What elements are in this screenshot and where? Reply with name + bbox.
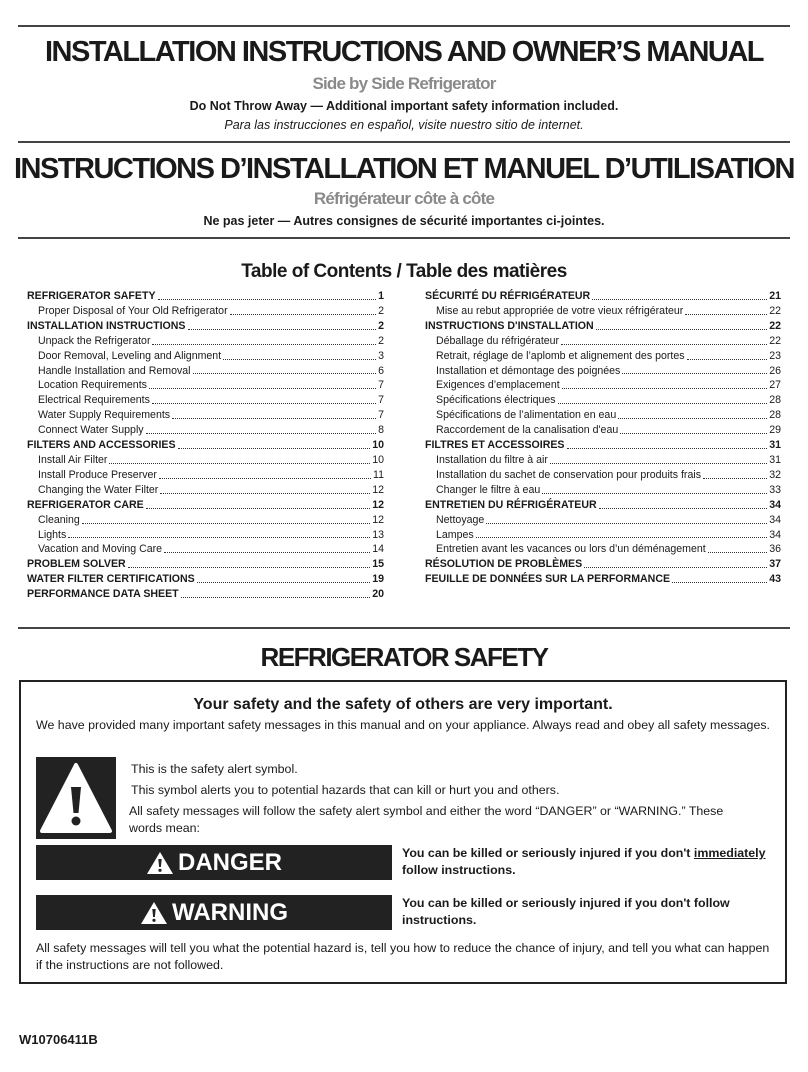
top-rule xyxy=(18,25,790,27)
danger-bar xyxy=(36,845,392,880)
toc-entry-label: Retrait, réglage de l’aplomb et alignement des portes xyxy=(436,349,685,362)
toc-entry-label: Installation du sachet de conservation pour produits frais xyxy=(436,468,701,481)
toc-entry[interactable] xyxy=(425,557,781,572)
title-en: INSTALLATION INSTRUCTIONS AND OWNER’S MANUAL xyxy=(44,36,764,68)
toc-entry[interactable] xyxy=(27,378,384,393)
toc-entry[interactable] xyxy=(425,468,781,483)
toc-entry-label: Exigences d’emplacement xyxy=(436,379,560,392)
toc-entry-label: INSTRUCTIONS D'INSTALLATION xyxy=(425,319,594,332)
note-fr: Ne pas jeter — Autres consignes de sécurité importantes ci-jointes. xyxy=(203,214,605,228)
toc-entry-label: Unpack the Refrigerator xyxy=(38,334,151,347)
toc-entry-page: 28 xyxy=(769,409,781,422)
toc-leader-dots xyxy=(152,334,376,345)
document-number: W10706411B xyxy=(19,1032,98,1047)
toc-entry[interactable] xyxy=(425,423,781,438)
toc-entry-page: 22 xyxy=(769,319,781,332)
toc-entry-page: 7 xyxy=(378,379,384,392)
toc-leader-dots xyxy=(672,572,767,583)
toc-entry[interactable] xyxy=(425,528,781,543)
toc-entry-page: 2 xyxy=(378,334,384,347)
toc-leader-dots xyxy=(476,528,768,539)
toc-leader-dots xyxy=(622,364,767,375)
safety-alert-symbol-panel xyxy=(36,757,116,839)
toc-leader-dots xyxy=(687,349,768,360)
toc-leader-dots xyxy=(159,468,371,479)
toc-leader-dots xyxy=(82,513,370,524)
toc-entry-label: Location Requirements xyxy=(38,379,147,392)
toc-entry-label: FILTERS AND ACCESSORIES xyxy=(27,439,176,452)
toc-entry-label: Electrical Requirements xyxy=(38,394,150,407)
safety-title: REFRIGERATOR SAFETY xyxy=(260,642,548,672)
warning-text: You can be killed or seriously injured if you don't follow instructions. xyxy=(402,896,730,927)
toc-entry[interactable] xyxy=(425,393,781,408)
toc-leader-dots xyxy=(68,528,370,539)
toc-entry-page: 1 xyxy=(378,290,384,302)
toc-leader-dots xyxy=(599,498,768,509)
toc-leader-dots xyxy=(542,483,767,494)
toc-entry-page: 2 xyxy=(378,304,384,317)
toc-entry-page: 7 xyxy=(378,409,384,422)
toc-entry[interactable] xyxy=(27,468,384,483)
toc-entry[interactable] xyxy=(425,378,781,393)
toc-entry[interactable] xyxy=(27,528,384,543)
toc-entry-label: FILTRES ET ACCESSOIRES xyxy=(425,439,565,452)
toc-entry-label: REFRIGERATOR CARE xyxy=(27,498,144,511)
toc-entry-label: FEUILLE DE DONNÉES SUR LA PERFORMANCE xyxy=(425,573,671,586)
title-fr: INSTRUCTIONS D’INSTALLATION ET MANUEL D’UTILISATION xyxy=(13,153,795,185)
toc-entry-page: 6 xyxy=(378,364,384,377)
toc-entry-page: 10 xyxy=(372,439,384,452)
toc-entry-page: 43 xyxy=(769,573,781,586)
toc-entry-label: Installation et démontage des poignées xyxy=(436,364,621,377)
toc-leader-dots xyxy=(181,587,371,598)
toc-entry-label: Vacation and Moving Care xyxy=(38,543,163,556)
toc-entry[interactable] xyxy=(425,334,781,349)
toc-entry[interactable] xyxy=(425,289,781,304)
toc-entry[interactable] xyxy=(425,542,781,557)
toc-entry-label: PROBLEM SOLVER xyxy=(27,558,126,571)
toc-leader-dots xyxy=(152,393,376,404)
danger-text-emphasis: immediately xyxy=(693,846,766,860)
safety-box xyxy=(19,680,787,984)
alert-line-2: This symbol alerts you to potential hazards that can kill or hurt you and others. xyxy=(131,783,560,797)
toc-leader-dots xyxy=(178,438,371,449)
toc-entry-label: Cleaning xyxy=(38,513,80,526)
toc-entry-page: 8 xyxy=(378,424,384,437)
toc-entry-page: 22 xyxy=(769,334,781,347)
toc-entry[interactable] xyxy=(27,393,384,408)
toc-entry-page: 7 xyxy=(378,394,384,407)
toc-leader-dots xyxy=(146,498,370,509)
toc-entry-page: 22 xyxy=(769,304,781,317)
toc-leader-dots xyxy=(561,334,767,345)
toc-entry-page: 13 xyxy=(372,528,384,541)
toc-entry[interactable] xyxy=(425,408,781,423)
toc-entry-page: 37 xyxy=(769,558,781,571)
toc-entry-page: 33 xyxy=(769,483,781,496)
toc-leader-dots xyxy=(109,453,370,464)
toc-entry-label: Spécifications électriques xyxy=(436,394,556,407)
warning-bar xyxy=(36,895,392,930)
mid-rule xyxy=(18,141,790,143)
toc-leader-dots xyxy=(197,572,370,583)
toc-entry-page: 12 xyxy=(372,513,384,526)
toc-entry[interactable] xyxy=(425,319,781,334)
safety-intro: We have provided many important safety messages in this manual and on your appliance. Always read and obey all safety messages. xyxy=(36,718,770,732)
toc-entry-label: Lampes xyxy=(436,528,474,541)
toc-entry-page: 28 xyxy=(769,394,781,407)
toc-leader-dots xyxy=(567,438,768,449)
toc-entry[interactable] xyxy=(27,423,384,438)
toc-entry[interactable] xyxy=(425,349,781,364)
toc-entry-page: 19 xyxy=(372,573,384,586)
toc-entry-label: Spécifications de l’alimentation en eau xyxy=(436,409,617,422)
toc-leader-dots xyxy=(618,408,767,419)
warning-triangle-icon xyxy=(36,757,116,839)
toc-leader-dots xyxy=(128,557,371,568)
toc-entry-label: Install Air Filter xyxy=(38,453,108,466)
toc-entry[interactable] xyxy=(27,364,384,379)
alert-line-3: All safety messages will follow the safety alert symbol and either the word “DANGER” or “WARNING.” These words mean: xyxy=(129,804,724,835)
toc-leader-dots xyxy=(550,453,767,464)
warning-alert-icon xyxy=(140,901,168,925)
toc-entry-page: 20 xyxy=(372,588,384,601)
toc-entry-page: 29 xyxy=(769,424,781,437)
toc-leader-dots xyxy=(230,304,376,315)
toc-entry-label: PERFORMANCE DATA SHEET xyxy=(27,588,179,601)
toc-entry-label: Entretien avant les vacances ou lors d’un déménagement xyxy=(436,543,706,556)
toc-leader-dots xyxy=(708,542,767,553)
toc-leader-dots xyxy=(596,319,768,330)
note-en: Do Not Throw Away — Additional important safety information included. xyxy=(189,99,619,113)
toc-entry[interactable] xyxy=(425,304,781,319)
toc-entry-page: 14 xyxy=(372,543,384,556)
toc-entry[interactable] xyxy=(425,498,781,513)
toc-leader-dots xyxy=(592,289,767,300)
toc-entry-page: 3 xyxy=(378,349,384,362)
toc-entry-page: 36 xyxy=(769,543,781,556)
toc-leader-dots xyxy=(620,423,767,434)
toc-leader-dots xyxy=(223,349,376,360)
toc-left-column xyxy=(27,289,384,602)
toc-leader-dots xyxy=(146,423,376,434)
danger-text xyxy=(402,845,782,879)
toc-right-column xyxy=(425,289,781,587)
toc-leader-dots xyxy=(172,408,376,419)
toc-entry-page: 31 xyxy=(769,453,781,466)
warning-label: WARNING xyxy=(172,898,288,926)
toc-entry-label: REFRIGERATOR SAFETY xyxy=(27,290,156,302)
toc-entry[interactable] xyxy=(27,334,384,349)
toc-entry-page: 12 xyxy=(372,483,384,496)
toc-entry-page: 34 xyxy=(769,498,781,511)
toc-entry-label: Install Produce Preserver xyxy=(38,468,157,481)
toc-entry[interactable] xyxy=(425,453,781,468)
toc-entry[interactable] xyxy=(27,513,384,528)
toc-entry-page: 15 xyxy=(372,558,384,571)
toc-entry[interactable] xyxy=(425,364,781,379)
toc-entry-label: Raccordement de la canalisation d'eau xyxy=(436,424,619,437)
toc-leader-dots xyxy=(558,393,768,404)
toc-leader-dots xyxy=(188,319,377,330)
danger-text-a: You can be killed or seriously injured if you don't xyxy=(402,846,694,860)
toc-entry[interactable] xyxy=(27,289,384,304)
toc-entry-label: Proper Disposal of Your Old Refrigerator xyxy=(38,304,228,317)
toc-entry-page: 12 xyxy=(372,498,384,511)
toc-entry[interactable] xyxy=(425,438,781,453)
subtitle-fr: Réfrigérateur côte à côte xyxy=(313,189,495,208)
toc-entry-label: Lights xyxy=(38,528,67,541)
toc-entry-page: 23 xyxy=(769,349,781,362)
toc-entry-label: Door Removal, Leveling and Alignment xyxy=(38,349,222,362)
toc-entry-label: Nettoyage xyxy=(436,513,485,526)
toc-entry[interactable] xyxy=(27,408,384,423)
toc-entry[interactable] xyxy=(27,304,384,319)
toc-entry[interactable] xyxy=(27,319,384,334)
toc-leader-dots xyxy=(193,364,377,375)
toc-entry[interactable] xyxy=(27,453,384,468)
toc-entry[interactable] xyxy=(425,572,781,587)
toc-entry[interactable] xyxy=(27,542,384,557)
toc-leader-dots xyxy=(685,304,767,315)
toc-entry-page: 10 xyxy=(372,453,384,466)
toc-entry-page: 2 xyxy=(378,319,384,332)
toc-entry-page: 27 xyxy=(769,379,781,392)
safety-footer: All safety messages will tell you what the potential hazard is, tell you how to reduce the chance of injury, and tell you what can happen if the instructions are not followed. xyxy=(36,941,770,972)
toc-entry-label: Changing the Water Filter xyxy=(38,483,159,496)
toc-entry-label: SÉCURITÉ DU RÉFRIGÉRATEUR xyxy=(425,290,591,302)
toc-leader-dots xyxy=(160,483,370,494)
safety-rule xyxy=(18,627,790,629)
toc-entry-label: Handle Installation and Removal xyxy=(38,364,191,377)
toc-entry-label: ENTRETIEN DU RÉFRIGÉRATEUR xyxy=(425,498,597,511)
toc-entry-label: Installation du filtre à air xyxy=(436,453,548,466)
toc-entry-label: INSTALLATION INSTRUCTIONS xyxy=(27,319,186,332)
toc-title: Table of Contents / Table des matières xyxy=(241,261,567,282)
toc-entry-label: WATER FILTER CERTIFICATIONS xyxy=(27,573,195,586)
toc-entry-page: 31 xyxy=(769,439,781,452)
toc-leader-dots xyxy=(486,513,767,524)
toc-entry[interactable] xyxy=(27,572,384,587)
toc-entry-page: 11 xyxy=(373,468,384,481)
toc-leader-dots xyxy=(703,468,767,479)
toc-leader-dots xyxy=(164,542,370,553)
toc-leader-dots xyxy=(584,557,767,568)
danger-text-b: follow instructions. xyxy=(402,863,516,877)
toc-leader-dots xyxy=(562,378,768,389)
toc-entry-label: Changer le filtre à eau xyxy=(436,483,541,496)
toc-entry[interactable] xyxy=(27,349,384,364)
toc-entry-page: 34 xyxy=(769,513,781,526)
toc-entry-page: 34 xyxy=(769,528,781,541)
toc-entry-label: Water Supply Requirements xyxy=(38,409,171,422)
toc-leader-dots xyxy=(149,378,376,389)
toc-entry-page: 21 xyxy=(769,290,781,302)
danger-label: DANGER xyxy=(177,848,282,876)
toc-entry[interactable] xyxy=(27,438,384,453)
toc-entry[interactable] xyxy=(425,513,781,528)
toc-entry[interactable] xyxy=(27,587,384,602)
toc-entry-page: 26 xyxy=(769,364,781,377)
toc-entry[interactable] xyxy=(27,483,384,498)
toc-entry-label: RÉSOLUTION DE PROBLÈMES xyxy=(425,558,583,571)
toc-entry-page: 32 xyxy=(769,468,781,481)
subtitle-en: Side by Side Refrigerator xyxy=(312,74,496,93)
safety-box-heading: Your safety and the safety of others are very important. xyxy=(193,696,613,713)
toc-entry-label: Connect Water Supply xyxy=(38,424,144,437)
toc-entry[interactable] xyxy=(27,498,384,513)
toc-entry[interactable] xyxy=(27,557,384,572)
toc-rule xyxy=(18,237,790,239)
toc-entry[interactable] xyxy=(425,483,781,498)
danger-alert-icon xyxy=(146,851,174,875)
toc-entry-label: Déballage du réfrigérateur xyxy=(436,334,560,347)
toc-entry-label: Mise au rebut appropriée de votre vieux réfrigérateur xyxy=(436,304,684,317)
alert-line-1: This is the safety alert symbol. xyxy=(131,762,298,776)
toc-leader-dots xyxy=(158,289,377,300)
note-es: Para las instrucciones en español, visite nuestro sitio de internet. xyxy=(224,118,584,132)
